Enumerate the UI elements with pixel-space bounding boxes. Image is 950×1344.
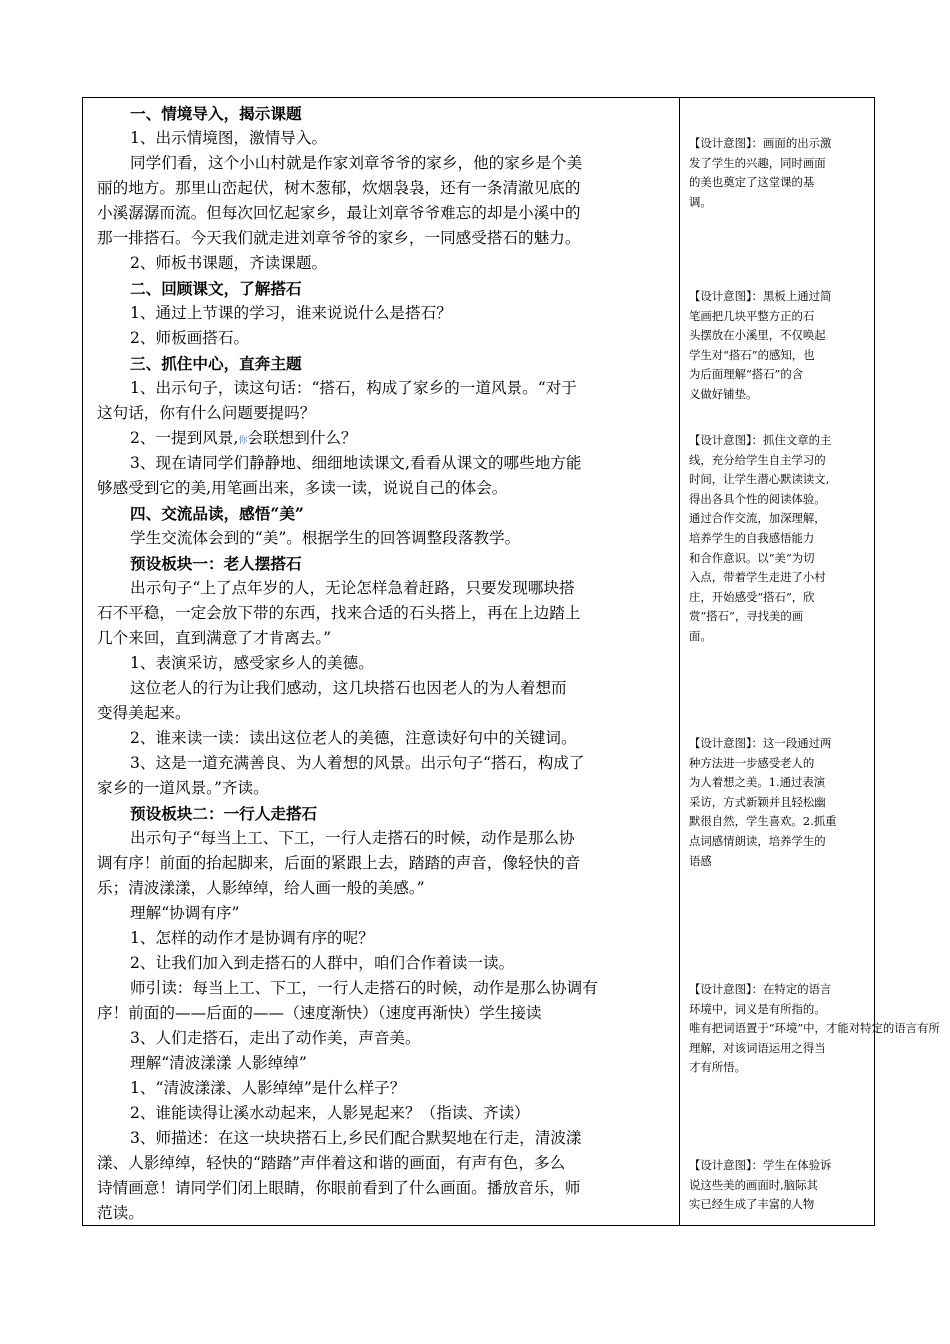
text-line: 那一排搭石。今天我们就走进刘章爷爷的家乡，一同感受搭石的魅力。 bbox=[97, 229, 581, 247]
text-line: 石不平稳，一定会放下带的东西，找来合适的石头搭上，再在上边踏上 bbox=[97, 604, 581, 622]
design-note-line: 采访，方式新颖并且轻松幽 bbox=[689, 794, 826, 809]
text-line: 1、出示句子，读这句话：“搭石，构成了家乡的一道风景。“对于 bbox=[130, 379, 577, 397]
design-note-line: 唯有把词语置于“环境”中，才能对特定的语言有所 bbox=[689, 1021, 940, 1036]
design-note-line: 实已经生成了丰富的人物 bbox=[689, 1197, 815, 1212]
text-line: 2、谁能读得让溪水动起来，人影晃起来？（指读、齐读） bbox=[130, 1104, 530, 1122]
text-line: 出示句子“上了点年岁的人，无论怎样急着赶路，只要发现哪块搭 bbox=[130, 579, 575, 597]
text-line: 变得美起来。 bbox=[97, 704, 191, 722]
text-line: 1、“清波漾漾、人影绰绰”是什么样子？ bbox=[130, 1079, 406, 1097]
design-note-line: 线，充分给学生自主学习的 bbox=[689, 452, 826, 467]
design-note-line: 才有所悟。 bbox=[689, 1060, 746, 1075]
design-note-line: 为后面理解“搭石”的含 bbox=[689, 367, 804, 382]
text-line: 理解“协调有序” bbox=[130, 904, 240, 922]
text-line: 这句话，你有什么问题要提吗？ bbox=[97, 404, 316, 422]
design-note-line: 【设计意图】：学生在体验诉 bbox=[689, 1158, 832, 1172]
text-line: 3、师描述：在这一块块搭石上,乡民们配合默契地在行走，清波漾 bbox=[130, 1129, 582, 1147]
text-line: 1、出示情境图，激情导入。 bbox=[130, 129, 328, 147]
text-line: 诗情画意！请同学们闭上眼睛，你眼前看到了什么画面。播放音乐，师 bbox=[97, 1179, 581, 1197]
design-note-line: 【设计意图】：黑板上通过简 bbox=[689, 289, 832, 303]
text-line: 2、谁来读一读：读出这位老人的美德，注意读好句中的关键词。 bbox=[130, 729, 577, 747]
text-line: 1、怎样的动作才是协调有序的呢？ bbox=[130, 929, 374, 947]
design-note-line: 调。 bbox=[689, 194, 712, 209]
design-note-line: 头摆放在小溪里，不仅唤起 bbox=[689, 328, 826, 343]
design-note-line: 通过合作交流，加深理解， bbox=[689, 511, 826, 526]
small-char: 你 bbox=[238, 436, 248, 446]
section-heading: 二、回顾课文，了解搭石 bbox=[130, 279, 302, 298]
text-line: 范读。 bbox=[97, 1204, 144, 1222]
design-note bbox=[689, 287, 865, 405]
text-line: 学生交流体会到的“美”。根据学生的回答调整段落教学。 bbox=[130, 529, 521, 547]
text-line: 理解“清波漾漾 人影绰绰” bbox=[130, 1054, 307, 1072]
section-heading: 四、交流品读，感悟“美” bbox=[130, 504, 304, 523]
design-note-line: 入点，带着学生走进了小村 bbox=[689, 570, 826, 585]
text-line: 调有序！前面的抬起脚来，后面的紧跟上去，踏踏的声音，像轻快的音 bbox=[97, 854, 581, 872]
text-line: 1、表演采访，感受家乡人的美德。 bbox=[130, 654, 374, 672]
design-note-line: 默很自然，学生喜欢。2.抓重 bbox=[689, 814, 837, 829]
design-note-line: 和合作意识。以“美”为切 bbox=[689, 550, 815, 565]
design-note-line: 环境中，词义是有所指的。 bbox=[689, 1001, 826, 1016]
design-note-line: 赏“搭石”，寻找美的画 bbox=[689, 609, 804, 624]
design-note bbox=[689, 134, 865, 212]
design-note-line: 义做好铺垫。 bbox=[689, 386, 758, 401]
text-line: 出示句子“每当上工、下工，一行人走搭石的时候，动作是那么协 bbox=[130, 829, 575, 847]
design-note-line: 时间，让学生潜心默读读文, bbox=[689, 472, 830, 487]
design-note-line: 为人着想之美。1.通过表演 bbox=[689, 775, 826, 790]
text-line: 这位老人的行为让我们感动，这几块搭石也因老人的为人着想而 bbox=[130, 679, 567, 697]
text-line: 小溪潺潺而流。但每次回忆起家乡，最让刘章爷爷难忘的却是小溪中的 bbox=[97, 204, 581, 222]
design-note-line: 发了学生的兴趣，同时画面 bbox=[689, 155, 826, 170]
section-heading: 预设板块二：一行人走搭石 bbox=[130, 804, 318, 823]
text-line: 2、师板书课题，齐读课题。 bbox=[130, 254, 328, 272]
section-heading: 三、抓住中心，直奔主题 bbox=[130, 354, 302, 373]
design-note-line: 说这些美的画面时,脑际其 bbox=[689, 1177, 818, 1192]
design-note bbox=[689, 980, 940, 1078]
design-note-line: 【设计意图】：抓住文章的主 bbox=[689, 433, 832, 447]
text-line: 乐；清波漾漾，人影绰绰，给人画一般的美感。” bbox=[97, 879, 425, 897]
design-note-line: 【设计意图】：这一段通过两 bbox=[689, 736, 832, 750]
text-line: 1、通过上节课的学习，谁来说说什么是搭石？ bbox=[130, 304, 452, 322]
text-line: 丽的地方。那里山峦起伏，树木葱郁，炊烟袅袅，还有一条清澈见底的 bbox=[97, 179, 581, 197]
design-note-line: 语感 bbox=[689, 853, 712, 868]
section-heading: 一、情境导入，揭示课题 bbox=[130, 104, 302, 123]
lesson-plan-table bbox=[82, 97, 940, 1226]
text-line: 同学们看，这个小山村就是作家刘章爷爷的家乡，他的家乡是个美 bbox=[130, 154, 583, 172]
design-note-line: 种方法进一步感受老人的 bbox=[689, 755, 815, 770]
text-line: 够感受到它的美,用笔画出来，多读一读，说说自己的体会。 bbox=[97, 479, 508, 497]
text-line: 2、一提到风景,你会联想到什么？ bbox=[130, 429, 357, 447]
column-divider bbox=[679, 98, 680, 1225]
text-line: 3、这是一道充满善良、为人着想的风景。出示句子“搭石，构成了 bbox=[130, 754, 585, 772]
design-note bbox=[689, 734, 865, 871]
text-line: 几个来回，直到满意了才肯离去。” bbox=[97, 629, 332, 647]
text-line: 2、师板画搭石。 bbox=[130, 329, 250, 347]
design-note-line: 面。 bbox=[689, 628, 712, 643]
section-heading: 预设板块一：老人摆搭石 bbox=[130, 554, 302, 573]
text-line: 3、现在请同学们静静地、细细地读课文,看看从课文的哪些地方能 bbox=[130, 454, 582, 472]
design-note-line: 点词感情朗读，培养学生的 bbox=[689, 833, 826, 848]
design-note-line: 学生对“搭石”的感知，也 bbox=[689, 347, 815, 362]
design-note-line: 培养学生的自我感悟能力 bbox=[689, 530, 815, 545]
text-line: 序！前面的——后面的——（速度渐快）（速度再渐快）学生接读 bbox=[97, 1004, 542, 1022]
design-note-line: 笔画把几块平整方正的石 bbox=[689, 308, 815, 323]
design-note-line: 【设计意图】：画面的出示激 bbox=[689, 136, 832, 150]
text-line: 2、让我们加入到走搭石的人群中，咱们合作着读一读。 bbox=[130, 954, 515, 972]
design-note bbox=[689, 431, 865, 647]
text-line: 师引读：每当上工、下工，一行人走搭石的时候，动作是那么协调有 bbox=[130, 979, 598, 997]
text-line: 3、人们走搭石，走出了动作美，声音美。 bbox=[130, 1029, 421, 1047]
lesson-content bbox=[97, 101, 671, 1226]
design-note-line: 庄，开始感受“搭石”，欣 bbox=[689, 589, 815, 604]
design-note-line: 理解，对该词语运用之得当 bbox=[689, 1040, 826, 1055]
design-note-line: 得出各具个性的阅读体验。 bbox=[689, 491, 826, 506]
design-note-line: 【设计意图】：在特定的语言 bbox=[689, 982, 832, 996]
design-note-line: 的美也奠定了这堂课的基 bbox=[689, 175, 815, 190]
design-note bbox=[689, 1156, 865, 1215]
text-line: 漾、人影绰绰，轻快的“踏踏”声伴着这和谐的画面，有声有色，多么 bbox=[97, 1154, 566, 1172]
text-line: 家乡的一道风景。”齐读。 bbox=[97, 779, 269, 797]
